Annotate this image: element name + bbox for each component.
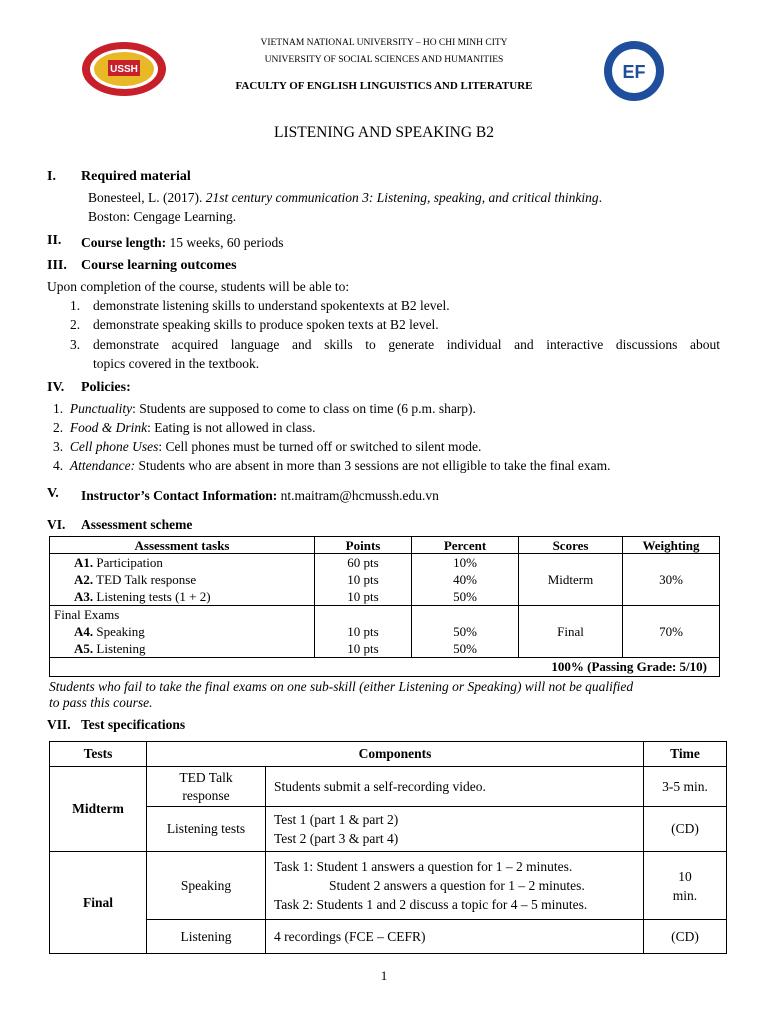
final-score: Final [519,606,623,658]
section-1-number: I. [47,169,56,184]
table-row [50,852,727,920]
faculty-name: FACULTY OF ENGLISH LINGUISTICS AND LITERATURE [235,80,533,92]
midterm-percent: 10% 40% 50% [412,554,519,606]
table-header-row [50,742,727,767]
table-row-midterm [50,554,720,606]
column-header: Components [147,742,644,767]
ted-talk-description: Students submit a self-recording video. [266,767,644,807]
section-3-heading: Course learning outcomes [81,258,237,273]
section-1-heading: Required material [81,169,191,184]
section-4-number: IV. [47,380,65,395]
outcome-item: demonstrate speaking skills to produce spoken texts at B2 level. [93,317,439,332]
section-7-number: VII. [47,717,71,732]
table-row [50,920,727,954]
section-5-number: V. [47,486,59,501]
final-weight: 70% [623,606,720,658]
midterm-label: Midterm [50,767,147,852]
required-material-reference: Bonesteel, L. (2017). 21st century communication 3: Listening, speaking, and critical thinking. [88,190,603,205]
required-material-publisher: Boston: Cengage Learning. [88,209,237,224]
school-name: UNIVERSITY OF SOCIAL SCIENCES AND HUMANITIES [264,55,504,65]
column-header: Weighting [623,537,720,554]
outcome-item: demonstrate acquired language and skills to generate individual and interactive discussions about [93,337,720,352]
section-7-heading: Test specifications [81,717,186,732]
speaking-description: Task 1: Student 1 answers a question for 1 – 2 minutes. Student 2 answers a question for 1 – 2 minutes. Task 2: Students 1 and 2 discuss a topic for 4 – 5 minutes. [266,852,644,920]
outcome-number: 3. [70,337,81,352]
section-2-number: II. [47,233,62,248]
svg-text:USSH: USSH [110,64,138,75]
final-label: Final [50,852,147,954]
section-3-number: III. [47,258,67,273]
table-row [50,807,727,852]
total-cell: 100% (Passing Grade: 5/10) [50,658,720,677]
policy-item: 1. Punctuality: Students are supposed to come to class on time (6 p.m. sharp). [53,401,476,416]
section-6-heading: Assessment scheme [81,517,193,532]
assessment-note: Students who fail to take the final exams on one sub-skill (either Listening or Speaking) will not be qualified to pass this course. [49,679,634,710]
ted-talk-time: 3-5 min. [644,767,727,807]
table-row-final [50,606,720,658]
page-number: 1 [380,968,388,983]
policy-item: 2. Food & Drink: Eating is not allowed in class. [53,420,316,435]
table-total-row [50,658,720,677]
outcomes-intro: Upon completion of the course, students will be able to: [47,279,350,294]
listening-tests-time: (CD) [644,807,727,852]
outcome-number: 2. [70,317,81,332]
outcome-number: 1. [70,298,81,313]
speaking-time: 10 min. [644,852,727,920]
final-percent: 50% 50% [412,606,519,658]
university-name: VIETNAM NATIONAL UNIVERSITY – HO CHI MINH CITY [260,38,508,48]
table-header-row [50,537,720,554]
column-header: Assessment tasks [50,537,315,554]
midterm-weight: 30% [623,554,720,606]
listening-tests-label: Listening tests [147,807,266,852]
column-header: Percent [412,537,519,554]
midterm-tasks: A1. Participation A2. TED Talk response A3. Listening tests (1 + 2) [50,554,315,606]
test-specifications-table [49,741,727,954]
final-tasks: Final Exams A4. Speaking A5. Listening [50,606,315,658]
final-listening-time: (CD) [644,920,727,954]
final-listening-description: 4 recordings (FCE – CEFR) [266,920,644,954]
instructor-contact: Instructor’s Contact Information: nt.maitram@hcmussh.edu.vn [81,488,439,503]
section-6-number: VI. [47,517,66,532]
section-4-heading: Policies: [81,380,131,395]
outcome-item-continued: topics covered in the textbook. [93,356,260,371]
assessment-table [49,536,720,677]
final-listening-label: Listening [147,920,266,954]
column-header: Tests [50,742,147,767]
ted-talk-label: TED Talk response [147,767,266,807]
column-header: Points [315,537,412,554]
column-header: Time [644,742,727,767]
final-points: 10 pts 10 pts [315,606,412,658]
course-length: Course length: 15 weeks, 60 periods [81,235,284,250]
policy-item: 4. Attendance: Students who are absent in more than 3 sessions are not elligible to take the final exam. [53,458,611,473]
midterm-score: Midterm [519,554,623,606]
faculty-logo [603,40,665,102]
outcome-item: demonstrate listening skills to understand spokentexts at B2 level. [93,298,450,313]
table-row [50,767,727,807]
svg-text:EF: EF [622,62,646,82]
listening-tests-description: Test 1 (part 1 & part 2) Test 2 (part 3 & part 4) [266,807,644,852]
course-title: LISTENING AND SPEAKING B2 [273,124,494,141]
column-header: Scores [519,537,623,554]
speaking-label: Speaking [147,852,266,920]
midterm-points: 60 pts 10 pts 10 pts [315,554,412,606]
policy-item: 3. Cell phone Uses: Cell phones must be turned off or switched to silent mode. [53,439,482,454]
